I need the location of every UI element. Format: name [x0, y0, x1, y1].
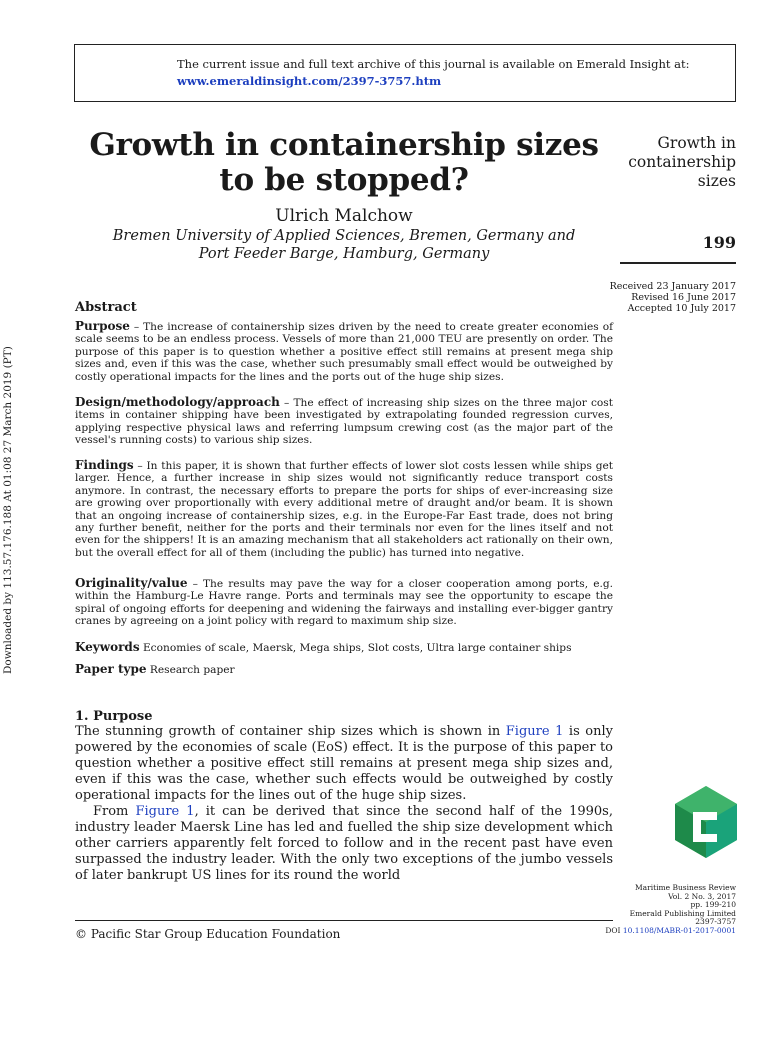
download-watermark: Downloaded by 113.57.176.188 At 01:08 27 March 2019 (PT)	[2, 346, 14, 674]
running-head-line-1: Growth in	[657, 134, 736, 152]
figure-1-link-2[interactable]: Figure 1	[135, 804, 195, 819]
doi-link[interactable]: 10.1108/MABR-01-2017-0001	[622, 925, 736, 935]
abstract-keywords	[75, 641, 613, 654]
affiliation-line-1: Bremen University of Applied Sciences, Bremen, Germany and	[112, 228, 576, 244]
title-line-2: to be stopped?	[219, 162, 469, 198]
affiliation-line-2: Port Feeder Barge, Hamburg, Germany	[198, 246, 490, 262]
abstract-paper-type	[75, 663, 613, 676]
abstract-findings	[75, 459, 613, 559]
journal-publisher: Emerald Publishing Limited	[629, 908, 736, 918]
journal-url-link[interactable]: www.emeraldinsight.com/2397-3757.htm	[177, 74, 442, 88]
abstract-originality	[75, 577, 613, 628]
margin-rule	[620, 262, 736, 264]
running-head	[606, 134, 736, 191]
copyright-notice: © Pacific Star Group Education Foundation	[75, 927, 341, 941]
section-heading: 1. Purpose	[75, 709, 153, 724]
author-affiliation	[80, 227, 608, 263]
title-line-1: Growth in containership sizes	[89, 127, 599, 163]
p2-text-a: From	[93, 804, 136, 819]
journal-pages: pp. 199-210	[690, 900, 736, 909]
author-name: Ulrich Malchow	[275, 206, 413, 226]
journal-volume: Vol. 2 No. 3, 2017	[668, 891, 736, 901]
article-dates	[606, 281, 736, 314]
purpose-label: Purpose	[75, 319, 130, 333]
section-body	[75, 724, 613, 884]
abstract-design	[75, 396, 613, 447]
running-head-line-3: sizes	[697, 172, 736, 190]
crossmark-logo-icon[interactable]	[673, 784, 739, 860]
paragraph-2	[75, 804, 613, 884]
paper-type-text: Research paper	[146, 664, 235, 676]
journal-issn: 2397-3757	[695, 917, 736, 926]
doi-label: DOI	[605, 925, 623, 935]
design-label: Design/methodology/approach	[75, 395, 280, 409]
accepted-date: Accepted 10 July 2017	[627, 303, 736, 314]
findings-text: – In this paper, it is shown that further effects of lower slot costs lessen while ships get larger. Hence, a further increase in ship sizes would not significantly reduce transport costs anymore. In contrast, the necessary efforts to prepare the ports for ships of ever-increasing size are growing over proportionally with every additional metre of draught and/or beam. It is shown that an ongoing increase of containership sizes, e.g. in the Europe-Far East trade, does not bring any further benefit, neither for the ports and their terminals nor even for the lines itself and not even for the shippers! It is an amazing mechanism that all stakeholders act rationally on their own, but the overall effect for all of them (including the public) has turned into negative.	[75, 460, 613, 559]
notice-text: The current issue and full text archive of this journal is available on Emerald Insight at:	[177, 57, 690, 71]
paragraph-1	[75, 724, 613, 804]
footer-rule	[75, 920, 613, 921]
page-number: 199	[702, 233, 736, 252]
p1-text-a: The stunning growth of container ship sizes which is shown in	[75, 724, 506, 739]
originality-text: – The results may pave the way for a closer cooperation among ports, e.g. within the Hamburg-Le Havre range. Ports and terminals may see the opportunity to escape the spiral of ongoing efforts for deepening and widening the fairways and installing ever-bigger gantry cranes by agreeing on a joint policy with regard to maximum ship size.	[75, 578, 613, 628]
journal-info	[600, 884, 736, 935]
originality-label: Originality/value	[75, 576, 188, 590]
article-title	[80, 128, 608, 198]
journal-name: Maritime Business Review	[634, 883, 736, 892]
keywords-text: Economies of scale, Maersk, Mega ships, Slot costs, Ultra large container ships	[139, 642, 572, 654]
journal-doi	[600, 927, 736, 936]
revised-date: Revised 16 June 2017	[631, 292, 736, 303]
findings-label: Findings	[75, 458, 134, 472]
p1-text-b: is only powered by the economies of scale (EoS) effect. It is the purpose of this paper to question whether a positive effect still remains at present mega ship sizes and, even if this was the case, whether such effects would be outweighed by costly operational impacts for the lines out of the huge ship sizes.	[75, 724, 613, 803]
paper-type-label: Paper type	[75, 662, 147, 676]
availability-notice	[74, 44, 736, 102]
abstract-heading: Abstract	[75, 300, 137, 315]
design-text: – The effect of increasing ship sizes on the three major cost items in container shipping have been investigated by extrapolating founded regression curves, applying respective physical laws and referring lumpsum crewing cost (as the major part of the vessel's running costs) to various ship sizes.	[75, 397, 613, 447]
received-date: Received 23 January 2017	[609, 281, 736, 292]
abstract-purpose	[75, 320, 613, 383]
figure-1-link[interactable]: Figure 1	[505, 724, 564, 739]
purpose-text: – The increase of containership sizes driven by the need to create greater economies of scale seems to be an endless process. Vessels of more than 21,000 TEU are presently on order. The purpose of this paper is to question whether a positive effect still remains at present mega ship sizes and, even if this was the case, whether such presumably small effect would be outweighed by costly operational impacts for the lines and the ports out of the huge ship sizes.	[75, 321, 613, 383]
running-head-line-2: containership	[628, 153, 736, 171]
p2-text-b: , it can be derived that since the second half of the 1990s, industry leader Maersk Line has led and fuelled the ship size development which other carriers apparently felt forced to follow and in the recent past have even surpassed the industry leader. With the only two exceptions of the jumbo vessels of later bankrupt US lines for its round the world	[75, 804, 613, 883]
keywords-label: Keywords	[75, 640, 140, 654]
